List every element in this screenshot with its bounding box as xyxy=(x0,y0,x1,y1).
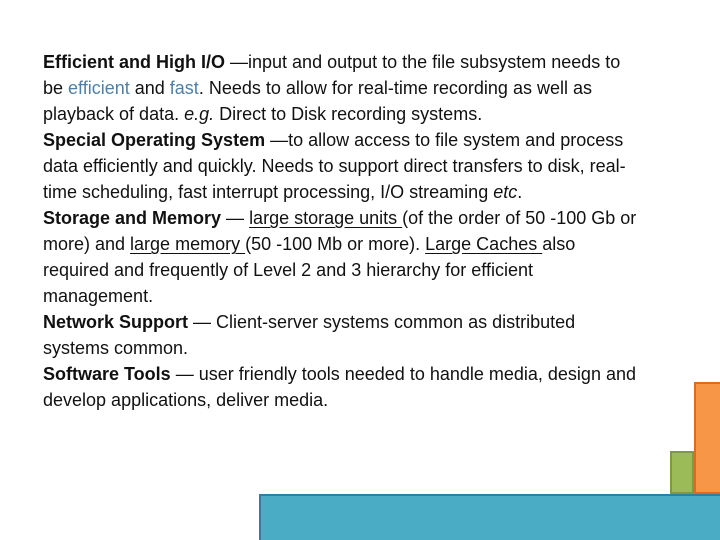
paragraph-italic-etc: etc xyxy=(493,182,518,202)
paragraph-heading: Special Operating System xyxy=(43,130,266,150)
decorative-green-bar xyxy=(670,451,694,494)
paragraph-text: and xyxy=(129,78,170,98)
paragraph-text: —input and output to the file subsystem needs to be xyxy=(43,52,621,98)
highlight-fast: fast xyxy=(169,78,199,98)
paragraph-heading: Software Tools xyxy=(43,364,171,384)
highlight-efficient: efficient xyxy=(68,78,130,98)
paragraph-network-support xyxy=(43,309,643,361)
underlined-large-caches: Large Caches xyxy=(425,234,543,254)
paragraph-efficient-io xyxy=(43,49,643,127)
underlined-large-storage: large storage units xyxy=(249,208,403,228)
paragraph-heading: Efficient and High I/O xyxy=(43,52,226,72)
paragraph-storage-memory xyxy=(43,205,643,309)
underlined-large-memory: large memory xyxy=(130,234,246,254)
decorative-blue-bar xyxy=(259,494,720,540)
paragraph-heading: Network Support xyxy=(43,312,189,332)
paragraph-text: . xyxy=(517,182,523,202)
paragraph-text: Direct to Disk recording systems. xyxy=(214,104,483,124)
paragraph-text: . Needs to allow for real-time recording as well as playback of data. xyxy=(43,78,592,124)
decorative-orange-bar xyxy=(694,382,720,494)
paragraph-text: also required and frequently of Level 2 and 3 hierarchy for efficient management. xyxy=(43,234,576,306)
slide-body xyxy=(43,49,643,413)
paragraph-text: (50 -100 Mb or more). xyxy=(245,234,426,254)
paragraph-text: — user friendly tools needed to handle media, design and develop applications, deliver media. xyxy=(43,364,636,410)
paragraph-text: — Client-server systems common as distributed systems common. xyxy=(43,312,576,358)
paragraph-heading: Storage and Memory xyxy=(43,208,222,228)
paragraph-special-os xyxy=(43,127,643,205)
paragraph-text: — xyxy=(221,208,250,228)
paragraph-text: —to allow access to file system and process data efficiently and quickly. Needs to support direct transfers to disk, real-time scheduling, fast interrupt processing, I/O streaming xyxy=(43,130,626,202)
paragraph-software-tools xyxy=(43,361,643,413)
paragraph-text: (of the order of 50 -100 Gb or more) and xyxy=(43,208,637,254)
paragraph-italic-eg: e.g. xyxy=(184,104,215,124)
